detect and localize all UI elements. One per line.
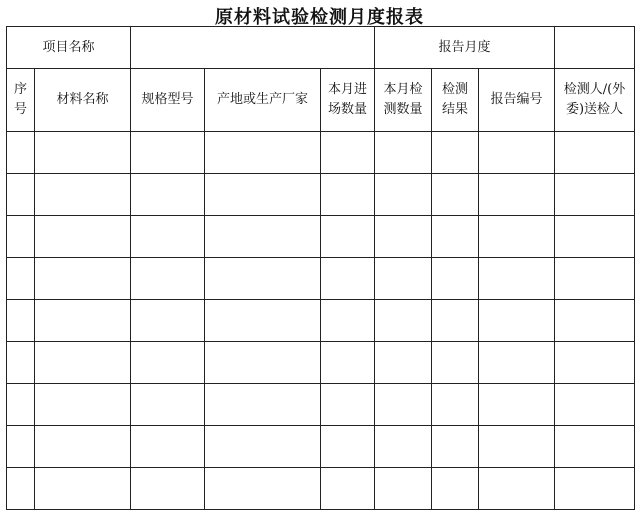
table-cell[interactable] xyxy=(375,342,432,384)
table-cell[interactable] xyxy=(555,132,635,174)
report-title: 原材料试验检测月度报表 xyxy=(215,7,424,28)
col-header-report-no xyxy=(479,69,555,132)
table-cell[interactable] xyxy=(321,342,375,384)
report-month-field[interactable] xyxy=(555,27,635,69)
table-cell[interactable] xyxy=(131,258,205,300)
col-header-seq xyxy=(7,69,35,132)
table-cell[interactable] xyxy=(131,216,205,258)
table-cell[interactable] xyxy=(432,258,479,300)
table-cell[interactable] xyxy=(321,216,375,258)
table-cell[interactable] xyxy=(7,384,35,426)
table-cell[interactable] xyxy=(205,216,321,258)
table-cell[interactable] xyxy=(555,468,635,510)
table-cell[interactable] xyxy=(321,300,375,342)
report-month-label: 报告月度 xyxy=(375,27,555,69)
table-cell[interactable] xyxy=(375,174,432,216)
header-text-line1: 本月检 xyxy=(383,82,423,97)
col-header-material-name xyxy=(35,69,131,132)
col-header-inspector xyxy=(555,69,635,132)
table-cell[interactable] xyxy=(205,426,321,468)
table-cell[interactable] xyxy=(375,216,432,258)
table-cell[interactable] xyxy=(555,384,635,426)
project-name-label: 项目名称 xyxy=(7,27,131,69)
table-cell[interactable] xyxy=(321,258,375,300)
table-cell[interactable] xyxy=(479,342,555,384)
header-text-line2: 委)送检人 xyxy=(565,102,624,117)
table-cell[interactable] xyxy=(555,342,635,384)
table-cell[interactable] xyxy=(35,468,131,510)
table-cell[interactable] xyxy=(7,132,35,174)
table-cell[interactable] xyxy=(35,174,131,216)
table-cell[interactable] xyxy=(555,426,635,468)
table-cell[interactable] xyxy=(205,300,321,342)
header-text-line2: 号 xyxy=(13,102,27,117)
table-cell[interactable] xyxy=(131,342,205,384)
header-text-line2: 场数量 xyxy=(328,102,368,117)
table-cell[interactable] xyxy=(479,384,555,426)
table-cell[interactable] xyxy=(479,468,555,510)
table-cell[interactable] xyxy=(479,216,555,258)
table-cell[interactable] xyxy=(205,468,321,510)
col-header-incoming-qty xyxy=(321,69,375,132)
table-cell[interactable] xyxy=(479,426,555,468)
table-cell[interactable] xyxy=(555,174,635,216)
table-cell[interactable] xyxy=(205,258,321,300)
table-cell[interactable] xyxy=(205,342,321,384)
table-row xyxy=(7,300,635,342)
table-cell[interactable] xyxy=(7,216,35,258)
header-text-line1: 产地或生产厂家 xyxy=(217,92,309,107)
table-cell[interactable] xyxy=(131,300,205,342)
table-cell[interactable] xyxy=(555,258,635,300)
header-text-line1: 规格型号 xyxy=(141,92,194,107)
table-cell[interactable] xyxy=(7,342,35,384)
table-cell[interactable] xyxy=(432,300,479,342)
header-text-line2: 结果 xyxy=(442,102,469,117)
table-cell[interactable] xyxy=(7,468,35,510)
table-cell[interactable] xyxy=(555,216,635,258)
header-text-line1: 本月进 xyxy=(328,82,368,97)
header-text-line1: 序 xyxy=(13,82,27,97)
table-body xyxy=(7,132,635,510)
table-cell[interactable] xyxy=(205,384,321,426)
table-cell[interactable] xyxy=(555,300,635,342)
table-row xyxy=(7,258,635,300)
meta-row xyxy=(7,27,635,69)
col-header-spec-model xyxy=(131,69,205,132)
table-cell[interactable] xyxy=(432,426,479,468)
table-cell[interactable] xyxy=(131,426,205,468)
table-cell[interactable] xyxy=(479,174,555,216)
table-cell[interactable] xyxy=(375,132,432,174)
table-cell[interactable] xyxy=(205,132,321,174)
table-row xyxy=(7,426,635,468)
project-name-field[interactable] xyxy=(131,27,375,69)
table-cell[interactable] xyxy=(375,468,432,510)
table-cell[interactable] xyxy=(35,300,131,342)
table-cell[interactable] xyxy=(7,300,35,342)
header-text-line1: 检测人/(外 xyxy=(563,82,626,97)
table-cell[interactable] xyxy=(375,426,432,468)
table-cell[interactable] xyxy=(479,258,555,300)
table-cell[interactable] xyxy=(131,174,205,216)
table-cell[interactable] xyxy=(131,384,205,426)
table-cell[interactable] xyxy=(432,342,479,384)
table-cell[interactable] xyxy=(7,426,35,468)
col-header-tested-qty xyxy=(375,69,432,132)
table-cell[interactable] xyxy=(35,384,131,426)
table-cell[interactable] xyxy=(375,258,432,300)
table-cell[interactable] xyxy=(321,426,375,468)
table-row xyxy=(7,174,635,216)
table-cell[interactable] xyxy=(131,468,205,510)
table-cell[interactable] xyxy=(479,300,555,342)
table-cell[interactable] xyxy=(432,216,479,258)
table-cell[interactable] xyxy=(321,132,375,174)
table-cell[interactable] xyxy=(321,174,375,216)
table-cell[interactable] xyxy=(35,216,131,258)
table-row xyxy=(7,342,635,384)
table-cell[interactable] xyxy=(432,468,479,510)
monthly-report-table xyxy=(6,26,635,510)
header-text-line1: 材料名称 xyxy=(56,92,109,107)
table-cell[interactable] xyxy=(35,132,131,174)
table-row xyxy=(7,384,635,426)
column-header-row xyxy=(7,69,635,132)
table-cell[interactable] xyxy=(131,132,205,174)
table-cell[interactable] xyxy=(432,384,479,426)
header-text-line1: 检测 xyxy=(442,82,469,97)
table-cell[interactable] xyxy=(7,174,35,216)
table-cell[interactable] xyxy=(432,132,479,174)
table-row xyxy=(7,216,635,258)
table-row xyxy=(7,468,635,510)
table-cell[interactable] xyxy=(432,174,479,216)
table-cell[interactable] xyxy=(321,384,375,426)
table-cell[interactable] xyxy=(321,468,375,510)
table-cell[interactable] xyxy=(375,384,432,426)
col-header-test-result xyxy=(432,69,479,132)
table-cell[interactable] xyxy=(479,132,555,174)
header-text-line1: 报告编号 xyxy=(490,92,543,107)
table-cell[interactable] xyxy=(7,258,35,300)
table-cell[interactable] xyxy=(205,174,321,216)
table-row xyxy=(7,132,635,174)
table-cell[interactable] xyxy=(35,258,131,300)
table-cell[interactable] xyxy=(375,300,432,342)
header-text-line2: 测数量 xyxy=(383,102,423,117)
table-cell[interactable] xyxy=(35,426,131,468)
col-header-manufacturer xyxy=(205,69,321,132)
table-cell[interactable] xyxy=(35,342,131,384)
